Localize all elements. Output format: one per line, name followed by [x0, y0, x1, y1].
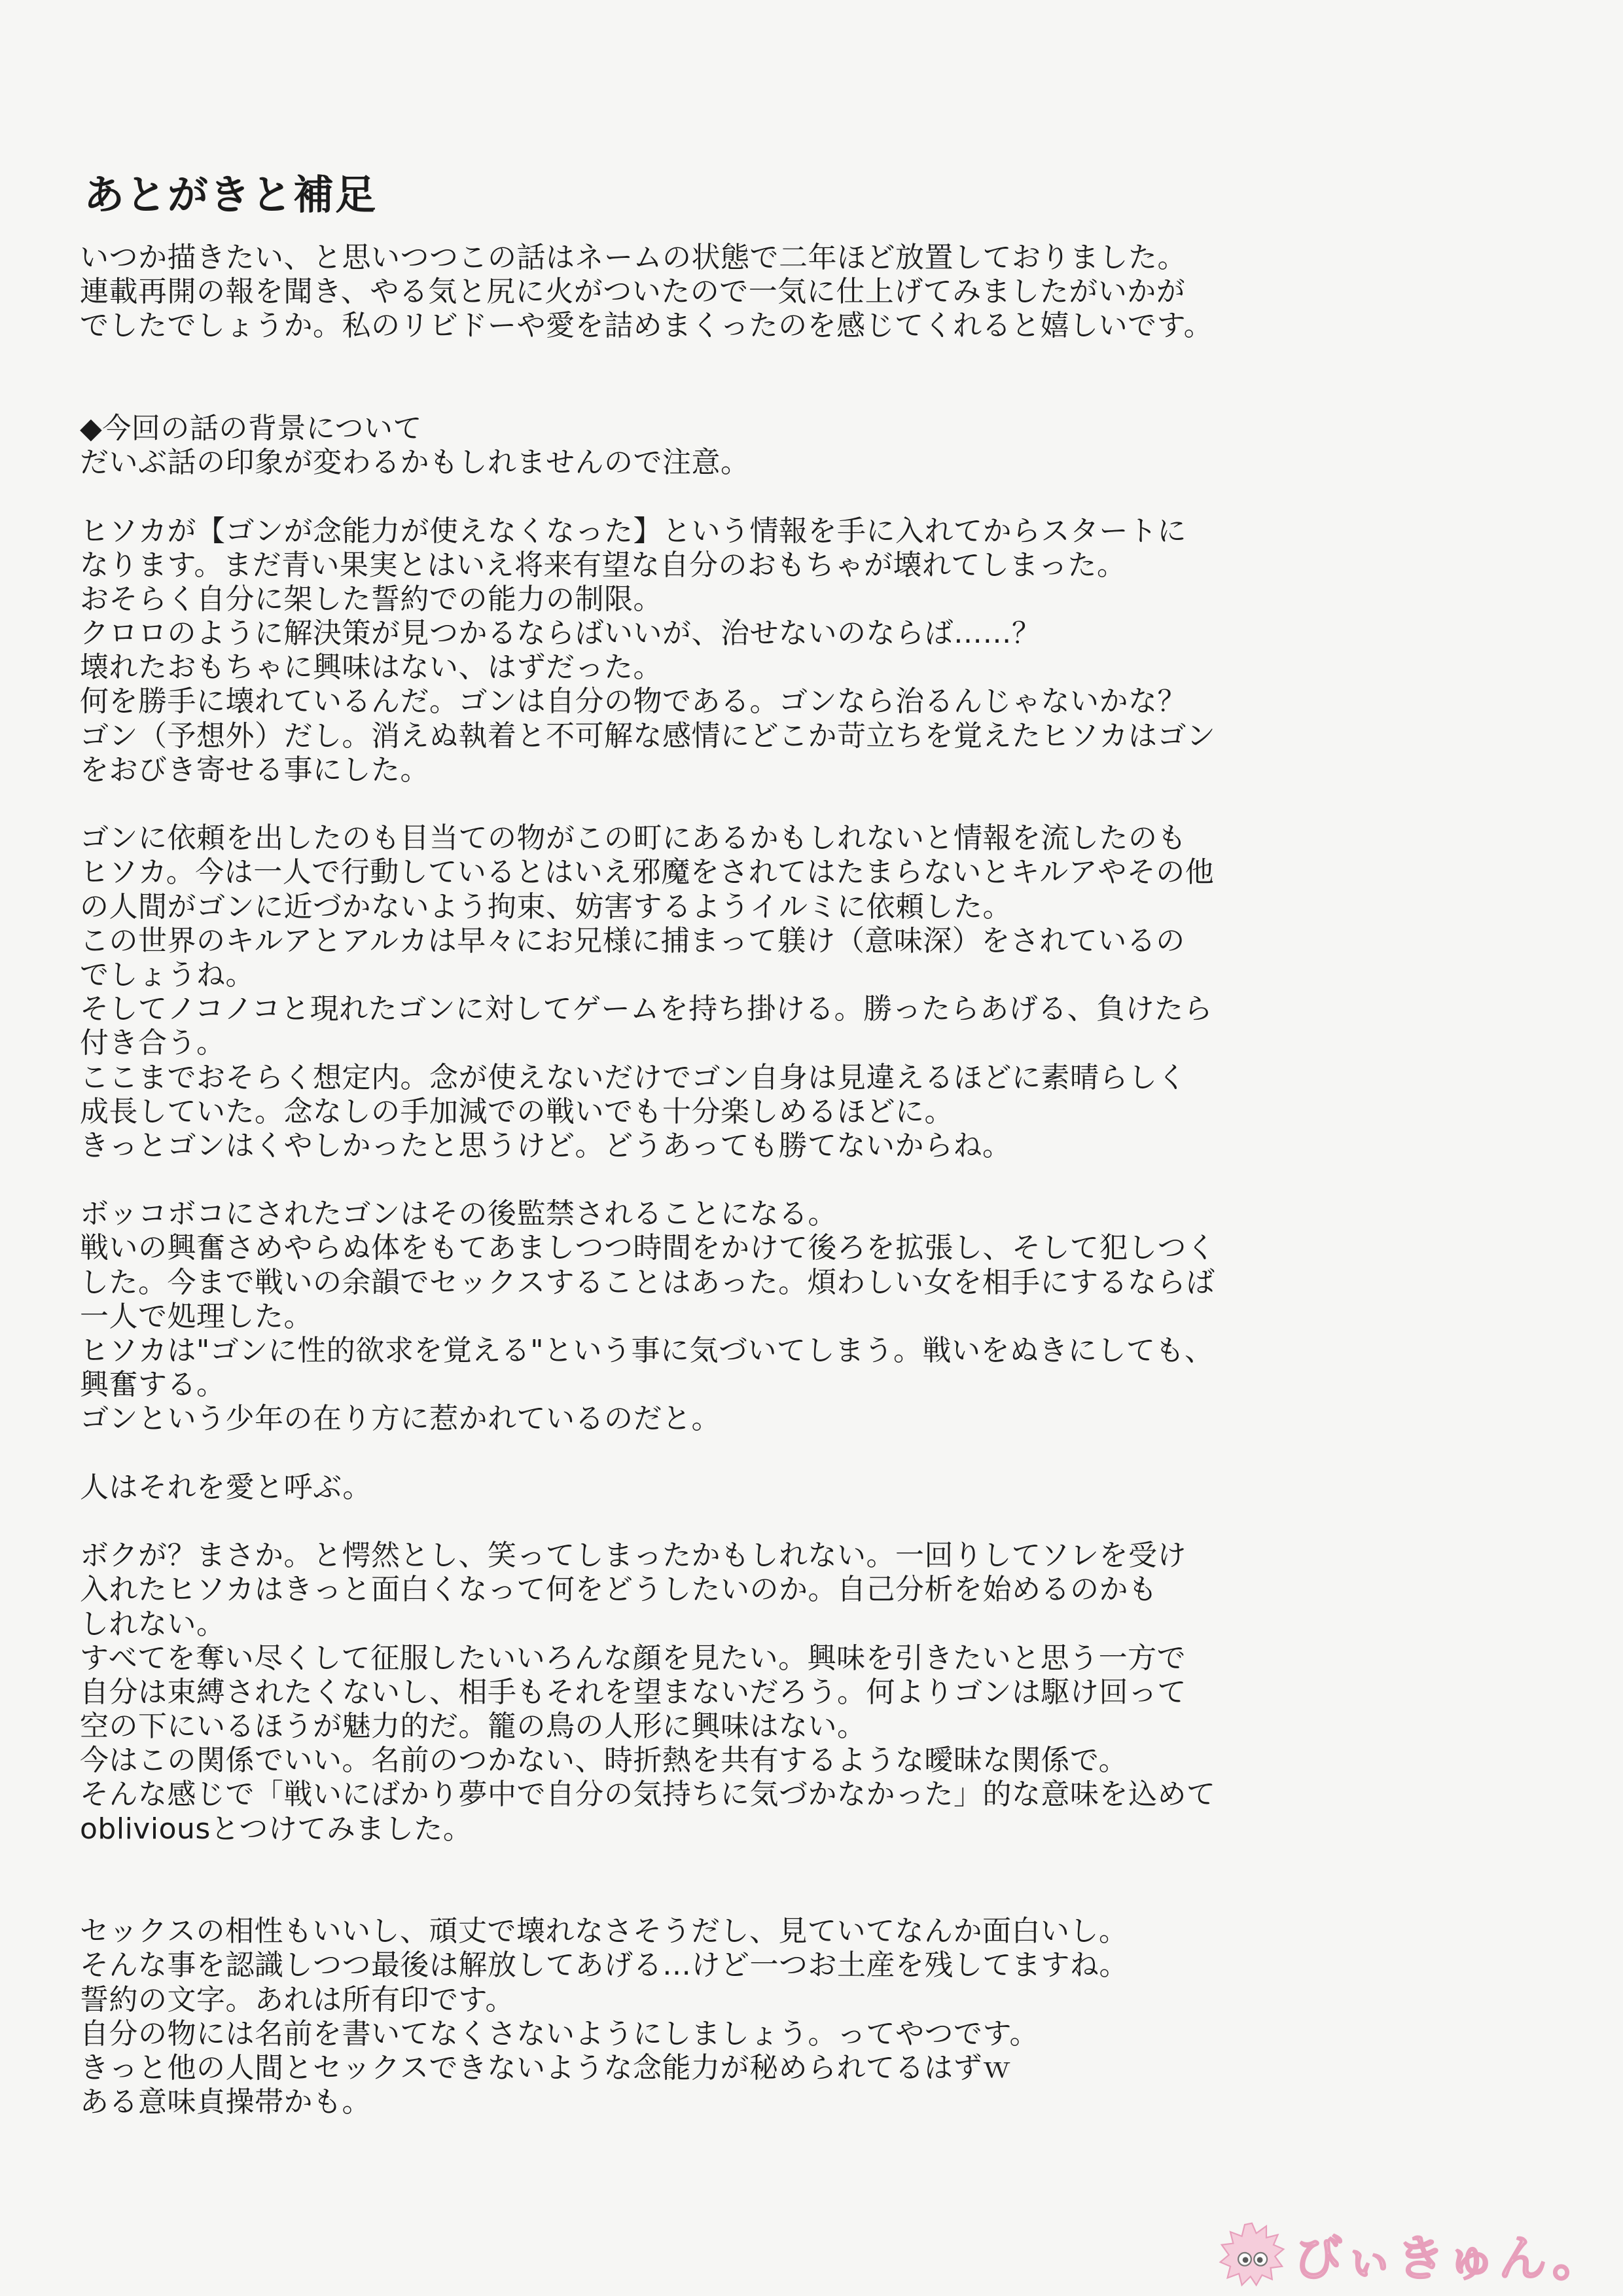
text-line: 自分の物には名前を書いてなくさないようにしましょう。ってやつです。: [80, 2017, 1039, 2051]
paragraph-gap: [80, 1505, 1552, 1539]
text-line: いつか描きたい、と思いつつこの話はネームの状態で二年ほど放置しておりました。: [80, 241, 1186, 274]
text-line: だいぶ話の印象が変わるかもしれませんので注意。: [80, 446, 750, 480]
paragraph-gap: [80, 1846, 1552, 1880]
page-title: あとがきと補足: [84, 171, 378, 219]
text-line: ゴン（予想外）だし。消えぬ執着と不可解な感情にどこか苛立ちを覚えたヒソカはゴン: [80, 719, 1216, 753]
text-line: をおびき寄せる事にした。: [80, 753, 429, 787]
section-heading: ◆今回の話の背景について: [80, 411, 422, 445]
text-line: おそらく自分に架した誓約での能力の制限。: [80, 582, 662, 616]
text-line: なります。まだ青い果実とはいえ将来有望な自分のおもちゃが壊れてしまった。: [80, 548, 1126, 582]
text-line: ゴンに依頼を出したのも目当ての物がこの町にあるかもしれないと情報を流したのも: [80, 821, 1186, 855]
text-line: ヒソカが【ゴンが念能力が使えなくなった】という情報を手に入れてからスタートに: [80, 514, 1186, 548]
text-line: 成長していた。念なしの手加減での戦いでも十分楽しめるほどに。: [80, 1094, 954, 1128]
text-line: セックスの相性もいいし、頑丈で壊れなさそうだし、見ていてなんか面白いし。: [80, 1914, 1128, 1948]
text-line: しれない。: [80, 1607, 226, 1641]
text-line: きっと他の人間とセックスできないような念能力が秘められてるはずｗ: [80, 2051, 1012, 2085]
body-text: [80, 241, 1552, 2119]
paragraph-gap: [80, 1163, 1552, 1197]
text-line: この世界のキルアとアルカは早々にお兄様に捕まって躾け（意味深）をされているの: [80, 924, 1185, 958]
text-line: ボッコボコにされたゴンはその後監禁されることになる。: [80, 1197, 837, 1231]
watermark: [1216, 2217, 1603, 2289]
text-line: 興奮する。: [80, 1368, 226, 1402]
text-line: ボクが？まさか。と愕然とし、笑ってしまったかもしれない。一回りしてソレを受け: [80, 1539, 1186, 1573]
text-line: 自分は束縛されたくないし、相手もそれを望まないだろう。何よりゴンは駆け回って: [80, 1675, 1186, 1709]
text-line: ヒソカ。今は一人で行動しているとはいえ邪魔をされてはたまらないとキルアやその他: [80, 855, 1215, 889]
text-line: 人はそれを愛と呼ぶ。: [80, 1470, 372, 1504]
text-line: 誓約の文字。あれは所有印です。: [80, 1982, 514, 2017]
text-line: 付き合う。: [80, 1026, 226, 1060]
text-line: ここまでおそらく想定内。念が使えないだけでゴン自身は見違えるほどに素晴らしく: [80, 1060, 1186, 1094]
paragraph-gap: [80, 1880, 1552, 1914]
text-line: 空の下にいるほうが魅力的だ。籠の鳥の人形に興味はない。: [80, 1710, 866, 1744]
text-line: ある意味貞操帯かも。: [80, 2085, 371, 2119]
text-line: obliviousとつけてみました。: [80, 1812, 473, 1846]
text-line: 何を勝手に壊れているんだ。ゴンは自分の物である。ゴンなら治るんじゃないかな？: [80, 685, 1186, 719]
text-line: ゴンという少年の在り方に惹かれているのだと。: [80, 1402, 721, 1436]
text-line: 今はこの関係でいい。名前のつかない、時折熱を共有するような曖昧な関係で。: [80, 1744, 1128, 1778]
text-line: 一人で処理した。: [80, 1299, 313, 1333]
text-line: そしてノコノコと現れたゴンに対してゲームを持ち掛ける。勝ったらあげる、負けたら: [80, 992, 1213, 1026]
paragraph-gap: [80, 1437, 1552, 1471]
watermark-text: びぃきゅん。: [1294, 2231, 1603, 2287]
text-line: した。今まで戦いの余韻でセックスすることはあった。煩わしい女を相手にするならば: [80, 1265, 1215, 1299]
text-line: でしょうね。: [80, 958, 255, 992]
fuzzy-mascot-icon: [1216, 2217, 1288, 2289]
text-line: すべてを奪い尽くして征服したいいろんな顔を見たい。興味を引きたいと思う一方で: [80, 1641, 1186, 1675]
text-line: そんな感じで「戦いにばかり夢中で自分の気持ちに気づかなかった」的な意味を込めて: [80, 1778, 1216, 1812]
text-line: 入れたヒソカはきっと面白くなって何をどうしたいのか。自己分析を始めるのかも: [80, 1573, 1158, 1607]
paragraph-gap: [80, 344, 1552, 378]
text-line: の人間がゴンに近づかないよう拘束、妨害するようイルミに依頼した。: [80, 889, 1012, 924]
text-line: きっとゴンはくやしかったと思うけど。どうあっても勝てないからね。: [80, 1128, 1012, 1162]
paragraph-gap: [80, 787, 1552, 821]
text-line: 壊れたおもちゃに興味はない、はずだった。: [80, 651, 662, 685]
text-line: そんな事を認識しつつ最後は解放してあげる…けど一つお土産を残してますね。: [80, 1948, 1128, 1982]
paragraph-gap: [80, 378, 1552, 412]
text-line: でしたでしょうか。私のリビドーや愛を詰めまくったのを感じてくれると嬉しいです。: [80, 309, 1213, 343]
text-line: クロロのように解決策が見つかるならばいいが、治せないのならば……？: [80, 617, 1041, 651]
text-line: ヒソカは"ゴンに性的欲求を覚える"という事に気づいてしまう。戦いをぬきにしても、: [80, 1334, 1214, 1367]
text-line: 連載再開の報を聞き、やる気と尻に火がついたので一気に仕上げてみましたがいかが: [80, 275, 1186, 309]
text-line: 戦いの興奮さめやらぬ体をもてあましつつ時間をかけて後ろを拡張し、そして犯しつく: [80, 1231, 1216, 1265]
paragraph-gap: [80, 480, 1552, 514]
